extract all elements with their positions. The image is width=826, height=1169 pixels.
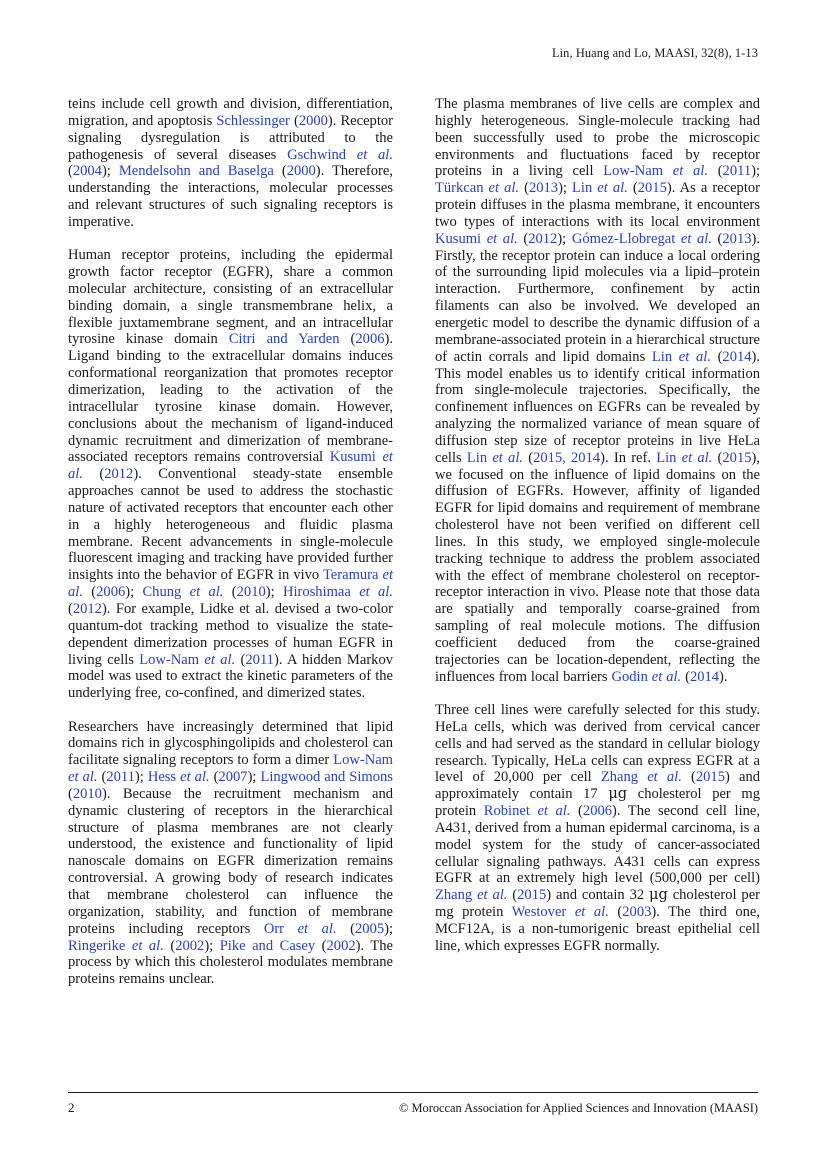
- body-text: );: [204, 937, 220, 954]
- citation-link[interactable]: Pike and Casey: [219, 937, 316, 954]
- citation-etal: et al.: [68, 567, 393, 601]
- body-text: (: [97, 769, 107, 786]
- citation-link[interactable]: 2015, 2014: [533, 449, 601, 466]
- citation-etal: et al.: [472, 887, 508, 904]
- body-text: ). In ref.: [600, 449, 657, 466]
- body-text: ). Firstly, the receptor protein can induce a local ordering of the surrounding lipid molecules via a lipid–protein interaction. Furthermore, confinement by actin filaments can also be involved. We developed an energetic model to describe the dynamic diffusion of a membrane-associated protein in a hierarchical structure of actin corrals and lipid domains: [435, 230, 760, 365]
- citation-link[interactable]: 2010: [236, 584, 266, 601]
- body-text: ). The third one, MCF12A, is a non-tumorigenic breast epithelial cell line, which expresses EGFR normally.: [435, 904, 761, 954]
- citation-etal: et al.: [676, 449, 713, 466]
- citation-link[interactable]: Gschwind et al.: [287, 146, 393, 163]
- citation-link[interactable]: Gómez-Llobregat et al.: [571, 230, 712, 247]
- citation-etal: et al.: [181, 584, 224, 601]
- citation-etal: et al.: [481, 230, 518, 247]
- citation-etal: et al.: [176, 769, 210, 786]
- citation-etal: et al.: [672, 348, 711, 365]
- citation-link[interactable]: Schlessinger: [216, 112, 290, 129]
- citation-link[interactable]: Lin et al.: [656, 449, 713, 466]
- paragraph-p-lipid-domains: [68, 719, 393, 989]
- body-text: cholesterol per mg protein: [435, 786, 760, 820]
- body-text: ). Because the recruitment mechanism and dynamic clustering of receptors in the hierarchical structure of plasma membranes are not clearly understood, the existence and functionality of lipid nanoscale domains on EGFR dimerization remains controversial. A growing body of research indicates that membrane cholesterol can influence the organization, stability, and function of membrane proteins including receptors: [68, 785, 393, 937]
- body-text: Human receptor proteins, including the epidermal growth factor receptor (EGFR), share a common molecular architecture, consisting of an extracellular binding domain, a single transmembrane helix, a flexible juxtamembrane segment, and an intracellular tyrosine kinase domain: [68, 247, 393, 348]
- citation-link[interactable]: Kusumi et al.: [68, 449, 393, 483]
- citation-etal: et al.: [675, 230, 712, 247]
- body-text: ), we focused on the influence of lipid domains on the diffusion of EGFRs. However, affinity of liganded EGFR for lipid domains and requirement of membrane cholesterol have not been verified on different cell lines. In this study, we employed single-molecule tracking technique to address the problem associated with the effect of membrane cholesterol on receptor-receptor interaction in vivo. Please note that those data are spatially and temporally coarse-grained from sampling of real molecule motions. The diffusion coefficient deduced from the coarse-grained trajectories can be location-dependent, reflecting the influences from local barriers: [435, 449, 760, 685]
- citation-link[interactable]: Ringerike et al.: [68, 937, 164, 954]
- citation-etal: et al.: [284, 920, 337, 937]
- citation-link[interactable]: Lin et al.: [572, 180, 628, 197]
- citation-link[interactable]: Low-Nam et al.: [603, 163, 708, 180]
- body-text: (: [289, 112, 299, 129]
- citation-link[interactable]: 2007: [218, 769, 248, 786]
- body-text: ). A hidden Markov model was used to extract the kinetic parameters of the underlying free, co-confined, and dimerized states.: [68, 651, 393, 702]
- citation-link[interactable]: 2012: [72, 600, 102, 617]
- citation-link[interactable]: Mendelsohn and Baselga: [118, 163, 274, 180]
- citation-link[interactable]: Hiroshimaa et al.: [282, 584, 393, 601]
- body-text: ). Therefore, understanding the interactions, molecular processes and relevant structures of such signaling receptors is imperative.: [68, 163, 393, 230]
- body-text: );: [384, 920, 393, 937]
- body-text: (: [517, 230, 529, 247]
- citation-link[interactable]: 2005: [355, 920, 385, 937]
- citation-etal: et al.: [350, 584, 393, 601]
- paragraph-p-egfr-architecture: [68, 247, 393, 702]
- body-text: (: [523, 449, 534, 466]
- body-text: (: [710, 348, 723, 365]
- citation-link[interactable]: Godin et al.: [611, 668, 682, 685]
- citation-link[interactable]: Teramura et al.: [68, 567, 393, 601]
- citation-etal: et al.: [566, 904, 609, 921]
- left-column: [68, 96, 393, 1081]
- citation-etal: et al.: [483, 180, 520, 197]
- citation-link[interactable]: 2002: [175, 937, 205, 954]
- body-text: ) and approximately contain 17: [435, 769, 760, 803]
- citation-etal: et al.: [487, 449, 523, 466]
- citation-link[interactable]: 2015: [637, 180, 667, 197]
- body-text: (: [681, 668, 690, 685]
- body-text: (: [627, 180, 638, 197]
- body-text: );: [557, 230, 572, 247]
- citation-link[interactable]: 2015: [517, 887, 547, 904]
- citation-link[interactable]: Chung et al.: [142, 584, 224, 601]
- body-text: (: [339, 331, 356, 348]
- citation-etal: et al.: [125, 937, 164, 954]
- citation-link[interactable]: Kusumi et al.: [435, 230, 518, 247]
- body-text: (: [223, 584, 237, 601]
- body-text: (: [570, 803, 583, 820]
- citation-etal: et al.: [199, 651, 236, 668]
- body-text: ).: [719, 668, 728, 685]
- citation-link[interactable]: 2011: [722, 163, 752, 180]
- body-text: teins include cell growth and division, differentiation, migration, and apoptosis: [68, 96, 393, 129]
- body-text: (: [163, 937, 176, 954]
- page-number: 2: [68, 1100, 75, 1115]
- citation-link[interactable]: Lin et al.: [466, 449, 523, 466]
- body-text: (: [235, 651, 246, 668]
- citation-link[interactable]: 2003: [622, 904, 652, 921]
- citation-etal: et al.: [346, 146, 393, 163]
- page-footer: [68, 1100, 758, 1116]
- citation-link[interactable]: Lingwood and Simons: [260, 769, 393, 786]
- body-text: ). Receptor signaling dysregulation is attributed to the pathogenesis of several diseases: [68, 112, 393, 163]
- body-text: (: [681, 769, 696, 786]
- citation-link[interactable]: 2014: [689, 668, 720, 685]
- citation-link[interactable]: 2013: [528, 180, 559, 197]
- right-column: [435, 96, 760, 1081]
- citation-link[interactable]: 2006: [355, 331, 385, 348]
- citation-link[interactable]: Hess et al.: [147, 769, 210, 786]
- footer-divider: [68, 1092, 758, 1093]
- body-text: cholesterol per mg protein: [435, 887, 760, 921]
- citation-link[interactable]: 2006: [582, 803, 613, 820]
- citation-link[interactable]: 2010: [72, 785, 102, 802]
- micro-gram-unit: μg: [608, 785, 628, 803]
- body-text: (: [68, 163, 73, 180]
- citation-link[interactable]: Türkcan et al.: [435, 180, 520, 197]
- body-text: (: [273, 163, 287, 180]
- body-text: (: [507, 887, 518, 904]
- paragraph-p-cell-lines: [435, 702, 760, 955]
- citation-link[interactable]: 2004: [72, 163, 102, 180]
- citation-etal: et al.: [638, 769, 682, 786]
- citation-link[interactable]: Low-Nam et al.: [139, 651, 236, 668]
- citation-link[interactable]: Westover et al.: [511, 904, 609, 921]
- body-text: );: [558, 180, 573, 197]
- body-text: ). This model enables us to identify critical information from single-molecule trajectories. Specifically, the confinement influences on EGFRs can be revealed by analyzing the normalized variance of mean square of diffusion step size of receptor proteins in live HeLa cells: [435, 348, 760, 466]
- body-text: (: [519, 180, 529, 197]
- citation-etal: et al.: [647, 668, 682, 685]
- body-text: );: [125, 584, 143, 601]
- body-text: ). For example, Lidke et al. devised a two-color quantum-dot tracking method to visualize the state-dependent dimerization processes of human EGFR in living cells: [68, 600, 393, 668]
- body-text: );: [265, 584, 283, 601]
- running-header: Lin, Huang and Lo, MAASI, 32(8), 1-13: [551, 46, 758, 60]
- body-text: );: [247, 769, 261, 786]
- micro-gram-unit: μg: [649, 886, 668, 904]
- citation-link[interactable]: Lin et al.: [651, 348, 711, 365]
- citation-link[interactable]: 2014: [722, 348, 752, 365]
- citation-link[interactable]: 2011: [245, 651, 274, 668]
- citation-link[interactable]: 2012: [528, 230, 558, 247]
- citation-link[interactable]: Robinet et al.: [483, 803, 571, 820]
- body-text: Three cell lines were carefully selected for this study. HeLa cells, which was derived from cervical cancer cells and had served as the standard in cellular biology research. Typically, HeLa cells can express EGFR at a level of 20,000 per cell: [435, 702, 760, 786]
- body-text: (: [315, 937, 327, 954]
- body-text: ). As a receptor protein diffuses in the plasma membrane, it encounters two types of interactions with its local environment: [435, 180, 760, 230]
- citation-link[interactable]: 2015: [695, 769, 725, 786]
- body-text: (: [712, 449, 723, 466]
- citation-link[interactable]: 2002: [326, 937, 356, 954]
- paragraph-p-signaling-receptors: [68, 96, 393, 231]
- body-text: (: [711, 230, 723, 247]
- body-text: (: [336, 920, 356, 937]
- citation-link[interactable]: Zhang et al.: [600, 769, 682, 786]
- body-text: (: [68, 785, 73, 802]
- citation-link[interactable]: 2000: [286, 163, 316, 180]
- body-text: );: [751, 163, 760, 180]
- body-text: ). The process by which this cholesterol modulates membrane proteins remains unclear.: [68, 937, 393, 988]
- citation-etal: et al.: [663, 163, 708, 180]
- body-text: (: [82, 584, 97, 601]
- body-text: (: [82, 466, 105, 483]
- citation-link[interactable]: Orr et al.: [263, 920, 337, 937]
- body-text: (: [68, 600, 73, 617]
- citation-link[interactable]: 2000: [298, 112, 328, 129]
- citation-etal: et al.: [68, 769, 98, 786]
- citation-link[interactable]: 2015: [722, 449, 752, 466]
- body-text: ). Conventional steady-state ensemble approaches cannot be used to address the stochastic nature of activated receptors that encounter each other in a highly heterogeneous and fluidic plasma membrane. Recent advancements in single-molecule fluorescent imaging and tracking have provided further insights into the behavior of EGFR in vivo: [68, 466, 393, 584]
- citation-etal: et al.: [68, 449, 393, 483]
- citation-link[interactable]: Citri and Yarden: [228, 331, 340, 348]
- two-column-body: [68, 96, 760, 1081]
- citation-link[interactable]: 2012: [104, 466, 134, 483]
- citation-link[interactable]: 2011: [106, 769, 135, 786]
- citation-etal: et al.: [592, 180, 628, 197]
- body-text: );: [134, 769, 148, 786]
- body-text: );: [101, 163, 119, 180]
- body-text: (: [209, 769, 219, 786]
- body-text: (: [608, 904, 623, 921]
- citation-etal: et al.: [529, 803, 571, 820]
- citation-link[interactable]: 2013: [722, 230, 752, 247]
- citation-link[interactable]: Zhang et al.: [435, 887, 508, 904]
- citation-link[interactable]: Low-Nam et al.: [68, 752, 393, 786]
- body-text: ) and contain 32: [546, 887, 650, 904]
- body-text: ). Ligand binding to the extracellular domains induces conformational reorganization that promotes receptor dimerization, leading to the activation of the intracellular tyrosine kinase domain. However, conclusions about the mechanism of ligand-induced dynamic recruitment and dimerization of membrane-associated receptors remains controversial: [68, 331, 393, 466]
- body-text: ). The second cell line, A431, derived from a human epidermal carcinoma, is a model system for the study of cancer-associated cellular signaling pathways. A431 cells can express EGFR at an extremely high level (500,000 per cell): [435, 803, 761, 887]
- paragraph-p-plasma-membranes: [435, 96, 760, 686]
- body-text: Researchers have increasingly determined that lipid domains rich in glycosphingolipids and cholesterol can facilitate signaling receptors to form a dimer: [68, 718, 393, 769]
- copyright-notice: © Moroccan Association for Applied Sciences and Innovation (MAASI): [398, 1101, 758, 1115]
- body-text: The plasma membranes of live cells are complex and highly heterogeneous. Single-molecule tracking had been successfully used to probe the microscopic environments and fluctuations faced by receptor proteins in a living cell: [435, 96, 760, 180]
- citation-link[interactable]: 2006: [96, 584, 126, 601]
- body-text: (: [707, 163, 723, 180]
